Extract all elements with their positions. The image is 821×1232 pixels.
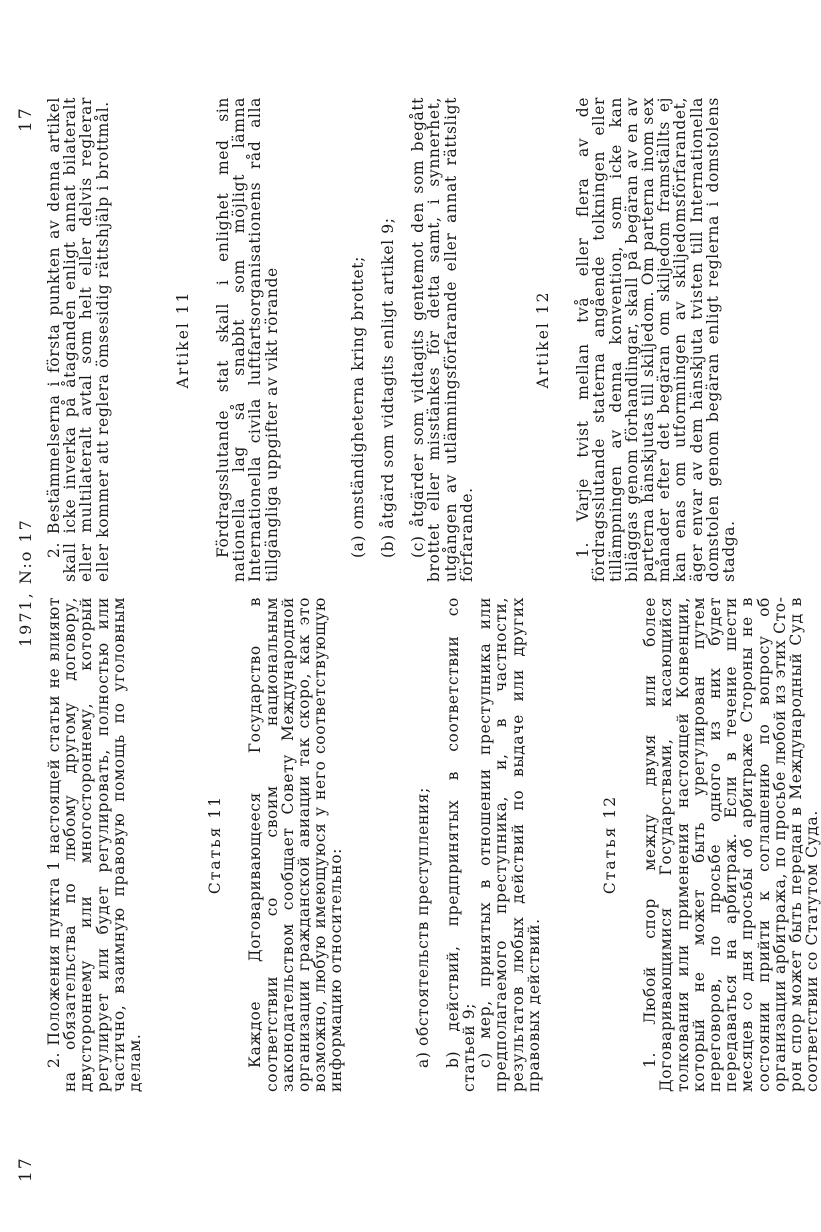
page-header [12,0,42,1232]
page-number-right: 17 [16,106,36,132]
gazette-number: 1971, N:o 17 [16,518,35,647]
ru-article12-heading: Статья 12 [601,794,620,895]
ru-article11-item-c: с) мер, принятых в отношении преступника или предполагаемого преступника, и, в частности, результатов любых действий по выдаче или других правовых действий. [476,597,543,1092]
ru-article11-item-a: а) обстоятельств преступления; [413,786,432,1068]
sv-article12-heading: Artikel 12 [534,290,553,389]
sv-article11-item-c: (c) åtgärder som vidtagits gentemot den som begått brottet eller misstänkes för detta samt, i synnerhet, utgången av utlämningsförfarande eller annat rättsligt förfarande. [409,97,476,582]
page-number-left: 17 [16,1156,36,1182]
sv-article10-para2: 2. Bestämmelserna i första punkten av denna artikel skall icke inverka på åtaganden enligt annat bilateralt eller multilateralt avtal som helt eller delvis reglerar eller kommer att reglera ömsesidig rättshjälp i brottmål. [45,97,112,582]
sv-article12-para1: 1. Varje tvist mellan två eller flera av de fördragsslutande staterna angående tolkningen eller tillämpningen av denna konvention, som icke kan biläggas genom förhandlingar, skall på begäran av en av parterna hänskjutas till skiljedom. Om parterna inom sex månader efter det begäran om skiljedom framställts ej kan enas om utformningen av skiljedomsförfarandet, äger envar av dem hänskjuta tvisten till Internationella domstolen genom begäran enligt reglerna i domstolens stadga. [574,97,739,582]
sv-article11-item-a: (a) omständigheterna kring brottet; [348,256,367,558]
sv-article11-heading: Artikel 11 [173,290,192,389]
russian-column [46,597,821,1092]
ru-article11-intro: Каждое Договаривающееся Государство в соответствии со своим национальным законодательством сообщает Совету Международной организации гражданской авиации так скоро, как это возможно, любую имеющуюся у него соответствующую информацию относительно: [246,597,346,1092]
ru-article11-item-b: b) действий, предпринятых в соответствии со статьей 9; [443,597,479,1092]
sv-article11-item-b: (b) åtgärd som vidtagits enligt artikel 9; [379,217,398,558]
swedish-column [46,97,737,582]
ru-article12-para1: 1. Любой спор между двумя или более Договаривающимися Государствами, касающийся толкования или применения настоящей Конвенции, который не может быть урегулирован путем переговоров, по просьбе одного из них будет передаваться на арбитраж. Если в течение шести месяцев со дня просьбы об арбитраже Стороны не в состоянии прийти к соглашению по вопросу об организации арбитража, по просьбе любой из этих Сторон спор может быть передан в Международный Суд в соответствии со Статутом Суда. [641,597,821,1092]
sv-article11-intro: Fördragsslutande stat skall i enlighet med sin nationella lag så snabbt som möjligt lämna Internationella civila luftfartsorganisationens råd alla tillgängliga uppgifter av vikt rörande [214,97,281,582]
ru-article11-heading: Статья 11 [206,794,225,895]
ru-article10-para2: 2. Положения пункта 1 настоящей статьи не влияют на обязательства по любому другому договору, двустороннему или многостороннему, который регулирует или будет регулировать, полностью или частично, взаимную правовую помощь по уголовным делам. [45,597,145,1092]
